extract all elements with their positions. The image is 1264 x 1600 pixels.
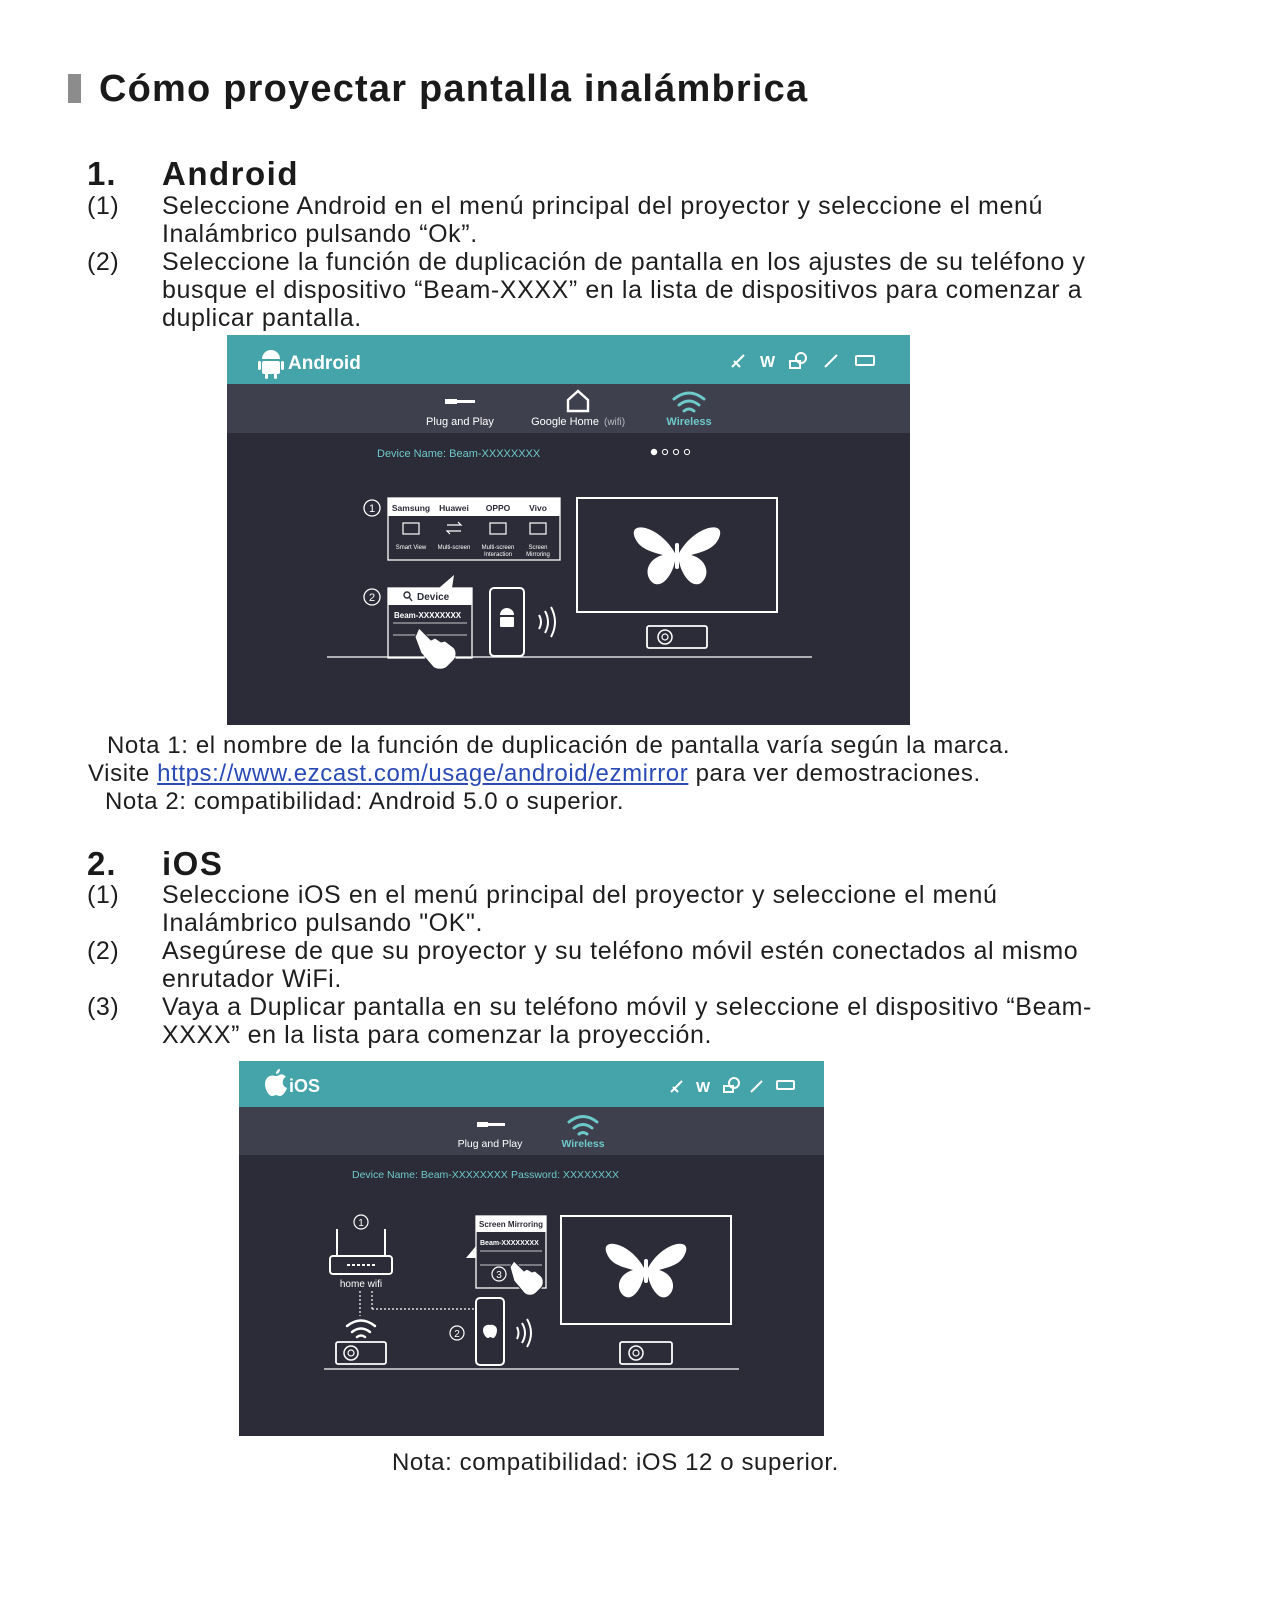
battery-icon (777, 1081, 794, 1089)
function-interaction: Interaction (483, 552, 513, 558)
signal-waves-icon (539, 607, 555, 637)
screen-header-title: iOS (289, 1076, 321, 1096)
screen-mirroring-icon (530, 523, 546, 534)
step-badge-number: 2 (454, 1329, 460, 1340)
step-badge-number: 1 (368, 503, 376, 515)
note-2: Nota 2: compatibilidad: Android 5.0 o superior. (105, 788, 625, 815)
step-badge-number: 2 (368, 592, 376, 604)
ios-screen-illustration (239, 1061, 824, 1436)
visit-prefix: Visite (88, 760, 158, 787)
brand-huawei: Huawei (439, 503, 469, 513)
note-1: Nota 1: el nombre de la función de duplicación de pantalla varía según la marca. (107, 732, 1011, 759)
step-number: (1) (87, 881, 120, 909)
device-entry: Beam-XXXXXXXX (394, 611, 462, 620)
ios-note: Nota: compatibilidad: iOS 12 o superior. (392, 1449, 839, 1476)
router-icon (330, 1229, 392, 1274)
function-multi-screen-2: Multi-screen (481, 545, 515, 551)
page-title: Cómo proyectar pantalla inalámbrica (99, 68, 809, 110)
brand-vivo: Vivo (529, 503, 547, 513)
section-heading-android: Android (162, 155, 299, 192)
mirror-function-icons (403, 522, 546, 534)
interaction-icon (490, 523, 506, 534)
mirroring-entry: Beam-XXXXXXXX (480, 1240, 539, 1247)
step-number: (2) (87, 248, 120, 276)
visit-line (88, 760, 981, 788)
w-icon: W (760, 354, 776, 371)
connection-lines (360, 1291, 475, 1316)
apple-phone-logo (483, 1325, 497, 1338)
device-name: Device Name: Beam-XXXXXXXX (352, 1169, 508, 1181)
brand-oppo: OPPO (485, 503, 511, 513)
step-number: (3) (87, 993, 120, 1021)
mirroring-title: Screen Mirroring (479, 1220, 544, 1229)
step-text: Seleccione iOS en el menú principal del proyector y seleccione el menú Inalámbrico pulsando "OK". (162, 881, 998, 937)
device-name: Device Name: Beam-XXXXXXXX (377, 448, 541, 460)
tab-wireless: Wireless (666, 416, 712, 428)
step-badge-number: 3 (496, 1270, 502, 1281)
multi-screen-icon (447, 522, 461, 534)
home-icon (568, 391, 588, 411)
step-number: (2) (87, 937, 120, 965)
step-text: Asegúrese de que su proyector y su teléfono móvil estén conectados al mismo enrutador WiFi. (162, 937, 1079, 993)
step-text: Seleccione la función de duplicación de pantalla en los ajustes de su teléfono y busque el dispositivo “Beam-XXXX” en la lista de dispositivos para comenzar a duplicar pantalla. (162, 248, 1086, 332)
function-screen: Screen (528, 545, 548, 551)
tab-plug-and-play: Plug and Play (426, 416, 494, 428)
plug-icon (477, 1122, 505, 1127)
battery-icon (856, 356, 874, 365)
screen-header-title: Android (288, 353, 361, 374)
wifi-icon (569, 1117, 597, 1135)
pen-icon (671, 1081, 682, 1092)
title-marker (68, 74, 81, 103)
android-phone-logo (500, 608, 514, 627)
function-mirroring: Mirroring (526, 552, 550, 558)
plug-icon (445, 399, 475, 404)
android-screen-illustration (227, 335, 910, 725)
tab-wireless: Wireless (561, 1138, 605, 1150)
status-icons (671, 1078, 794, 1096)
signal-waves-icon (517, 1319, 531, 1347)
visit-suffix: para ver demostraciones. (688, 760, 981, 787)
status-icons (732, 353, 874, 371)
smart-view-icon (403, 523, 419, 534)
apple-icon (265, 1069, 287, 1096)
pen-icon (732, 355, 744, 367)
page-indicator (651, 449, 690, 455)
tab-google-home: Google Home (531, 416, 599, 428)
password: Password: XXXXXXXX (511, 1169, 619, 1181)
router-label: home wifi (339, 1279, 383, 1290)
step-number: (1) (87, 192, 120, 220)
function-smart-view: Smart View (395, 545, 427, 551)
butterfly-icon (634, 527, 721, 584)
android-icon (258, 350, 284, 379)
wand-icon (751, 1081, 762, 1092)
w-icon: W (696, 1079, 711, 1096)
device-popup-title: Device (417, 592, 450, 603)
section-number: 1. (87, 155, 117, 192)
wifi-icon (347, 1321, 375, 1338)
section-number: 2. (87, 845, 117, 882)
step-badge-number: 1 (358, 1218, 364, 1229)
popup-pointer (439, 575, 454, 588)
brand-samsung: Samsung (391, 503, 431, 513)
tab-google-home-wifi: (wifi) (604, 417, 626, 428)
step-text: Vaya a Duplicar pantalla en su teléfono móvil y seleccione el dispositivo “Beam-XXXX” en la lista para comenzar la proyección. (162, 993, 1092, 1049)
projector-icon (620, 1342, 672, 1364)
function-multi-screen: Multi-screen (437, 545, 471, 551)
tab-plug-and-play: Plug and Play (457, 1138, 523, 1150)
projector-icon (647, 626, 707, 648)
wand-icon (825, 355, 837, 367)
step-text: Seleccione Android en el menú principal del proyector y seleccione el menú Inalámbrico pulsando “Ok”. (162, 192, 1043, 248)
section-heading-ios: iOS (162, 845, 224, 882)
ezcast-link[interactable]: https://www.ezcast.com/usage/android/ezmirror (157, 760, 689, 787)
wifi-icon (674, 393, 704, 411)
butterfly-icon (606, 1244, 687, 1298)
popup-pointer (466, 1246, 476, 1258)
